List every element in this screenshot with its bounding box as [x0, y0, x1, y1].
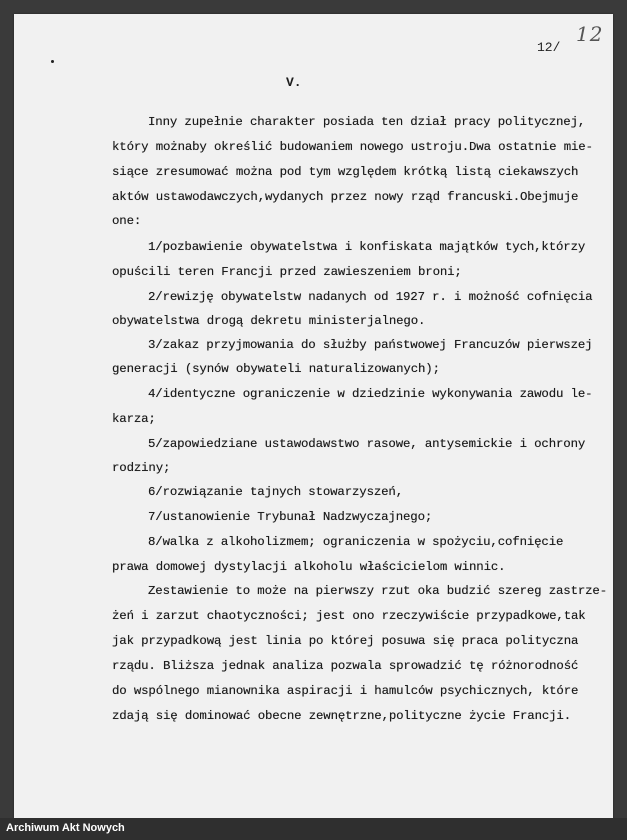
- list-item: 3/zakaz przyjmowania do służby państwowej Francuzów pierwszej: [148, 338, 593, 352]
- text-line: jak przypadkową jest linia po której posuwa się praca polityczna: [112, 634, 579, 648]
- text-line: siące zresumować można pod tym względem krótką listą ciekawszych: [112, 165, 579, 179]
- list-item: 1/pozbawienie obywatelstwa i konfiskata majątków tych,którzy: [148, 240, 586, 254]
- text-line: Inny zupełnie charakter posiada ten dział pracy politycznej,: [148, 115, 586, 129]
- stamped-page-number: 12/: [537, 40, 561, 55]
- text-line: do wspólnego mianownika aspiracji i hamulców psychicznych, które: [112, 684, 579, 698]
- list-item: 5/zapowiedziane ustawodawstwo rasowe, antysemickie i ochrony: [148, 437, 586, 451]
- text-line: generacji (synów obywateli naturalizowanych);: [112, 362, 440, 376]
- text-line: żeń i zarzut chaotyczności; jest ono rzeczywiście przypadkowe,tak: [112, 609, 586, 623]
- list-item: 4/identyczne ograniczenie w dziedzinie wykonywania zawodu le-: [148, 387, 593, 401]
- list-item: 2/rewizję obywatelstw nadanych od 1927 r. i możność cofnięcia: [148, 290, 593, 304]
- text-line: rodziny;: [112, 461, 171, 475]
- pencil-page-number: 12: [576, 22, 604, 46]
- text-line: opuścili teren Francji przed zawieszeniem broni;: [112, 265, 462, 279]
- text-line: aktów ustawodawczych,wydanych przez nowy rząd francuski.Obejmuje: [112, 190, 579, 204]
- text-line: prawa domowej dystylacji alkoholu właścicielom winnic.: [112, 560, 506, 574]
- text-line: zdają się dominować obecne zewnętrzne,polityczne życie Francji.: [112, 709, 571, 723]
- list-item: 7/ustanowienie Trybunał Nadzwyczajnego;: [148, 510, 433, 524]
- archive-label: Archiwum Akt Nowych: [6, 822, 125, 834]
- text-line: obywatelstwa drogą dekretu ministerjalnego.: [112, 314, 426, 328]
- margin-dot: [51, 60, 54, 63]
- text-line: one:: [112, 214, 142, 228]
- list-item: 6/rozwiązanie tajnych stowarzyszeń,: [148, 485, 403, 499]
- list-item: 8/walka z alkoholizmem; ograniczenia w spożyciu,cofnięcie: [148, 535, 564, 549]
- text-line: rządu. Bliższa jednak analiza pozwala sprowadzić tę różnorodność: [112, 659, 579, 673]
- section-heading: V.: [286, 75, 302, 90]
- text-line: który możnaby określić budowaniem nowego ustroju.Dwa ostatnie mie-: [112, 140, 593, 154]
- text-line: karza;: [112, 412, 156, 426]
- text-line: Zestawienie to może na pierwszy rzut oka budzić szereg zastrze-: [148, 584, 607, 598]
- archive-footer-bar: [0, 818, 627, 840]
